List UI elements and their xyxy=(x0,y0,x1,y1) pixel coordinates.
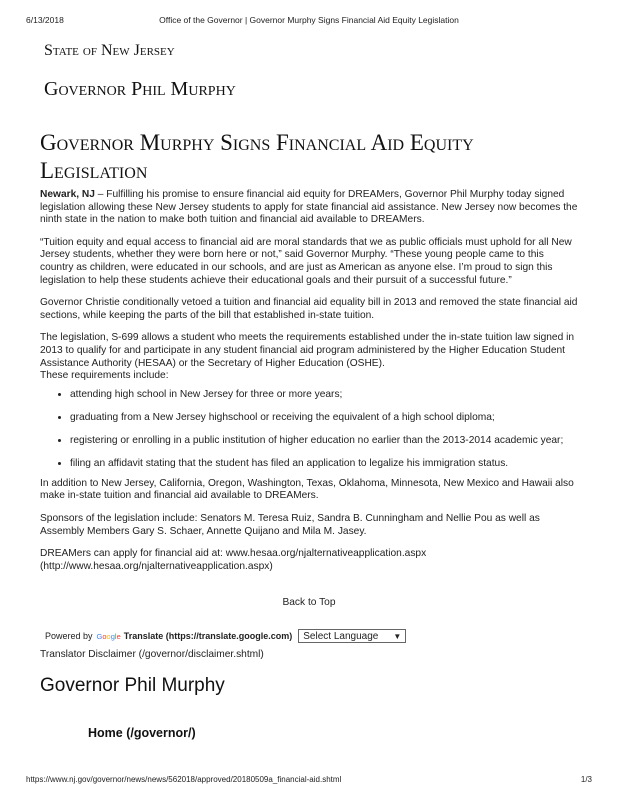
print-page-title: Office of the Governor | Governor Murphy Signs Financial Aid Equity Legislation xyxy=(159,15,459,25)
state-of-new-jersey-link[interactable]: State of New Jersey xyxy=(44,42,175,59)
page-number: 1/3 xyxy=(580,775,592,784)
back-to-top-link[interactable]: Back to Top xyxy=(282,597,336,608)
print-footer xyxy=(26,775,592,787)
requirements-intro: These requirements include: xyxy=(40,370,169,382)
footer-title: Governor Phil Murphy xyxy=(40,675,225,696)
translator-disclaimer-link[interactable]: Translator Disclaimer (/governor/disclaimer.shtml) xyxy=(40,649,264,660)
language-select[interactable] xyxy=(298,629,406,643)
home-link[interactable]: Home (/governor/) xyxy=(88,726,196,740)
apply-paragraph xyxy=(40,548,580,573)
print-date: 6/13/2018 xyxy=(26,15,64,25)
google-translate-link[interactable]: Translate (https://translate.google.com) xyxy=(123,631,293,641)
governor-brand-link[interactable]: Governor Phil Murphy xyxy=(44,78,236,100)
sponsors-paragraph: Sponsors of the legislation include: Senators M. Teresa Ruiz, Sandra B. Cunningham and Nellie Pou as well as Assembly Members Gary S. Schaer, Annette Quijano and Mila M. Jasey. xyxy=(40,512,540,537)
translate-widget xyxy=(45,627,406,645)
language-select-value: Select Language xyxy=(303,631,379,642)
print-url: https://www.nj.gov/governor/news/news/562018/approved/20180509a_financial-aid.shtml xyxy=(26,775,342,784)
google-logo-icon: Google xyxy=(96,631,121,641)
apply-text[interactable]: DREAMers can apply for financial aid at: www.hesaa.org/njalternativeapplication.aspx xyxy=(40,548,427,560)
list-item: • graduating from a New Jersey highschool or receiving the equivalent of a high school diploma; xyxy=(70,409,580,426)
article-body xyxy=(40,189,580,583)
chevron-down-icon: ▼ xyxy=(393,632,402,641)
quote-paragraph: “Tuition equity and equal access to financial aid are moral standards that we as public officials must uphold for all New Jersey students, whether they were born here or not,” said Governor Murphy. “These young people came to this country as children, were educated in our schools, and are just as American as anyone else. I’m proud to sign this legislation to help these students achieve their educational goals and their pursuit of a successful future.” xyxy=(40,236,572,286)
lead-paragraph xyxy=(40,189,580,227)
list-item: • attending high school in New Jersey for three or more years; xyxy=(70,386,580,403)
apply-url[interactable]: (http://www.hesaa.org/njalternativeapplication.aspx) xyxy=(40,560,273,572)
powered-by-label: Powered by xyxy=(45,631,93,641)
list-item: • filing an affidavit stating that the student has filed an application to legalize his immigration status. xyxy=(70,455,580,472)
list-item: • registering or enrolling in a public institution of higher education no earlier than the 2013-2014 academic year; xyxy=(70,432,580,449)
legislation-paragraph: The legislation, S-699 allows a student who meets the requirements established under the in-state tuition law signed in 2013 to qualify for and participate in any student financial aid program administered by the Higher Education Student Assistance Authority (HESAA) or the Secretary of Higher Education (OSHE). xyxy=(40,332,575,369)
christie-paragraph: Governor Christie conditionally vetoed a tuition and financial aid equality bill in 2013 and removed the state financial aid sections, while keeping the parts of the bill that established in-state tuition. xyxy=(40,297,578,321)
dateline: Newark, NJ xyxy=(40,189,95,200)
requirements-list xyxy=(40,386,580,472)
other-states-paragraph: In addition to New Jersey, California, Oregon, Washington, Texas, Oklahoma, Minnesota, New Mexico and Hawaii also make in-state tuition and financial aid available to DREAMers. xyxy=(40,477,574,502)
print-header xyxy=(26,15,592,27)
lead-text: – Fulfilling his promise to ensure financial aid equity for DREAMers, Governor Phil Murphy today signed legislation allowing these New Jersey students to apply for state financial aid assistance. New Jersey now becomes the ninth state in the nation to make both tuition and financial aid available to DREAMers. xyxy=(40,189,578,226)
article-headline: Governor Murphy Signs Financial Aid Equity Legislation xyxy=(40,130,474,183)
